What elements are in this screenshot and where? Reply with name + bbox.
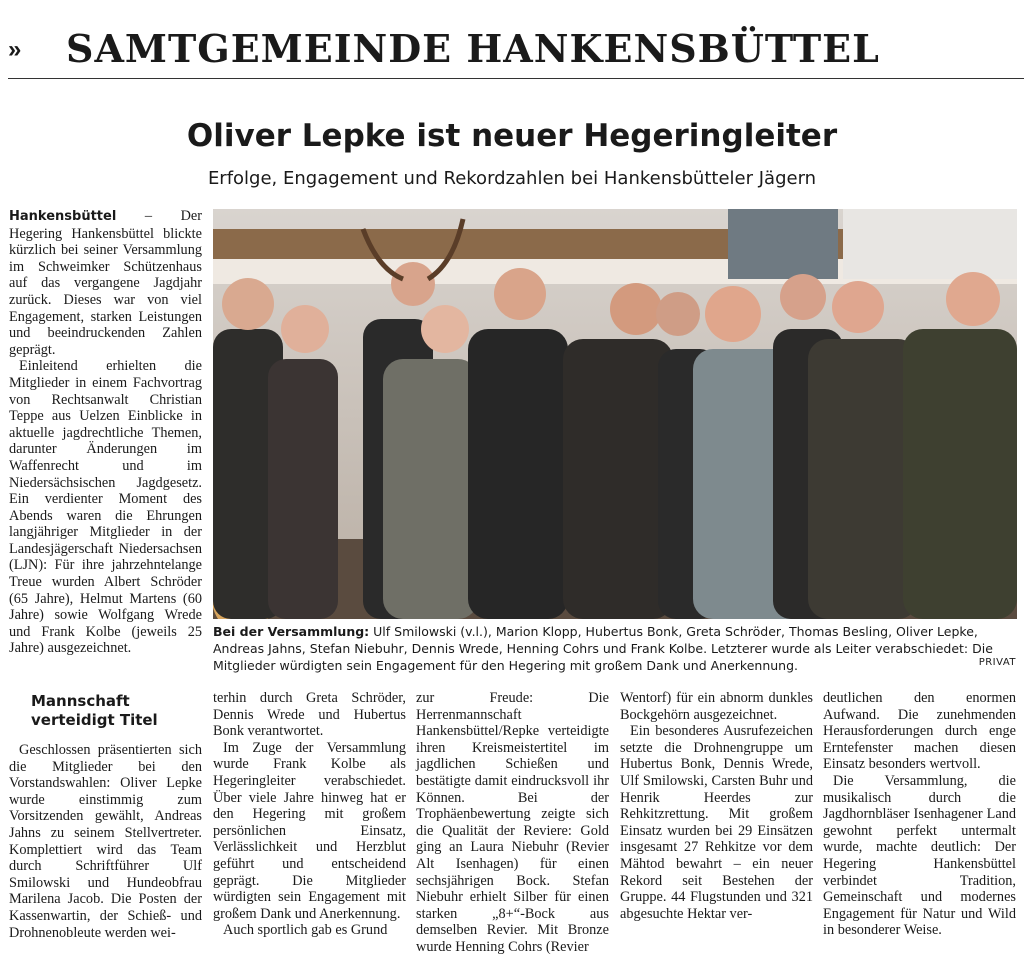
article-headline: Oliver Lepke ist neuer Hegeringleiter: [186, 118, 838, 154]
article-subheadline: Erfolge, Engagement und Rekordzahlen bei Hankensbütteler Jägern: [207, 168, 817, 189]
caption-text: Ulf Smilowski (v.l.), Marion Klopp, Hubertus Bonk, Greta Schröder, Thomas Besling, Oliver Lepke, Andreas Jahns, Stefan Niebuhr, Dennis Wrede, Henning Cohrs und Frank Kolbe. Letzterer wurde als Leiter verabschiedet: Die Mitglieder würdigten sein Engagement für den Hegering mit großem Dank und Anerkennung.: [213, 624, 993, 673]
body-column-5: [823, 690, 1016, 939]
intro-paragraph-1: [9, 208, 202, 358]
col1-paragraph-1: Geschlossen präsentierten sich die Mitglieder bei den Vorstandswahlen: Oliver Lepke wurde einstimmig zum Vorsitzenden gewählt, Andreas Jahns zu seinem Stellvertreter. Komplettiert wird das Team durch Schriftführer Ulf Smilowski und Hundeobfrau Marilena Jacob. Die Posten der Kassenwartin, der Schieß- und Drohnenobleute werden wei-: [9, 742, 202, 941]
subtitle: Mannschaft verteidigt Titel: [31, 692, 158, 729]
photo-credit: PRIVAT: [978, 657, 1016, 668]
body-column-3: [416, 690, 609, 956]
col2-paragraph-2: Im Zuge der Versammlung wurde Frank Kolbe als Hegeringleiter verabschiedet. Über viele Jahre hinweg hat er den Hegering mit großem persönlichen Einsatz, Verlässlichkeit und Herzblut geführt und entscheidend geprägt. Die Mitglieder würdigten sein Engagement mit großem Dank und Anerkennung.: [213, 739, 406, 922]
col5-paragraph-2: Die Versammlung, die musikalisch durch die Jagdhornbläser Isenhagener Land gewohnt perfekt untermalt wurde, machte deutlich: Der Hegering Hankensbüttel verbindet Tradition, Gemeinschaft und modernes Engagement für Natur und Wild in besonderer Weise.: [823, 772, 1016, 939]
body-column-2: [213, 690, 406, 939]
body-column-1: [9, 686, 202, 941]
section-title: SAMTGEMEINDE HANKENSBÜTTEL: [66, 26, 880, 71]
intro-paragraph-2: Einleitend erhielten die Mitglieder in einem Fachvortrag von Rechtsanwalt Christian Teppe aus Uelzen Einblicke in aktuelle jagdrechtliche Themen, darunter Änderungen im Waffenrecht und im Niedersächsischen Jagdgesetz. Ein verdienter Moment des Abends waren die Ehrungen langjähriger Mitglieder in der Landesjägerschaft Niedersachsen (LJN): Für ihre jahrzehntelange Treue wurden Albert Schröder (65 Jahre), Helmut Martens (60 Jahre) sowie Wolfgang Wrede und Frank Kolbe (jeweils 25 Jahre) ausgezeichnet.: [9, 358, 202, 657]
intro-column: [9, 208, 202, 657]
col5-paragraph-1: deutlichen den enormen Aufwand. Die zunehmenden Herausforderungen durch enge Erntefenster machen diesen Einsatz besonders wertvoll.: [823, 690, 1016, 773]
photo-caption: [213, 623, 1017, 674]
group-photo: [213, 209, 1017, 619]
intro-text-1: – Der Hegering Hankensbüttel blickte kürzlich bei seiner Versammlung im Schweimker Schützenhaus auf das vergangene Jagdjahr zurück. Dieses war von viel Engagement, starken Leistungen und beeindruckenden Zahlen geprägt.: [9, 208, 202, 358]
lead-place: Hankensbüttel: [9, 209, 117, 224]
col4-paragraph-2: Ein besonderes Ausrufezeichen setzte die Drohnengruppe um Hubertus Bonk, Dennis Wrede, Ulf Smilowski, Carsten Buhr und Henrik Heerdes zur Rehkitzrettung. Mit großem Einsatz wurden bei 29 Einsätzen insgesamt 27 Rehkitze vor dem Mähtod bewahrt – ein neuer Rekord seit Bestehen der Gruppe. 44 Flugstunden und 321 abgesuchte Hektar ver-: [620, 723, 813, 922]
header-rule: [8, 78, 1024, 79]
caption-lead: Bei der Versammlung:: [213, 624, 370, 639]
body-column-4: [620, 690, 813, 922]
col3-paragraph-1: zur Freude: Die Herrenmannschaft Hankensbüttel/Repke verteidigte ihren Kreismeistertitel im jagdlichen Schießen und bestätigte damit eindrucksvoll ihr Können. Bei der Trophäenbewertung zeigte sich die Qualität der Reviere: Gold ging an Laura Niebuhr (Revier Alt Isenhagen) für einen sechsjährigen Bock. Stefan Niebuhr erhielt Silber für einen starken „8+“-Bock aus demselben Revier. Mit Bronze wurde Henning Cohrs (Revier: [416, 690, 609, 955]
section-marker: »: [8, 36, 22, 63]
col2-paragraph-1: terhin durch Greta Schröder, Dennis Wrede und Hubertus Bonk verantwortet.: [213, 690, 406, 740]
col2-paragraph-3: Auch sportlich gab es Grund: [223, 922, 388, 939]
col4-paragraph-1: Wentorf) für ein abnorm dunkles Bockgehörn ausgezeichnet.: [620, 690, 813, 723]
group-photo-image: [213, 209, 1017, 619]
